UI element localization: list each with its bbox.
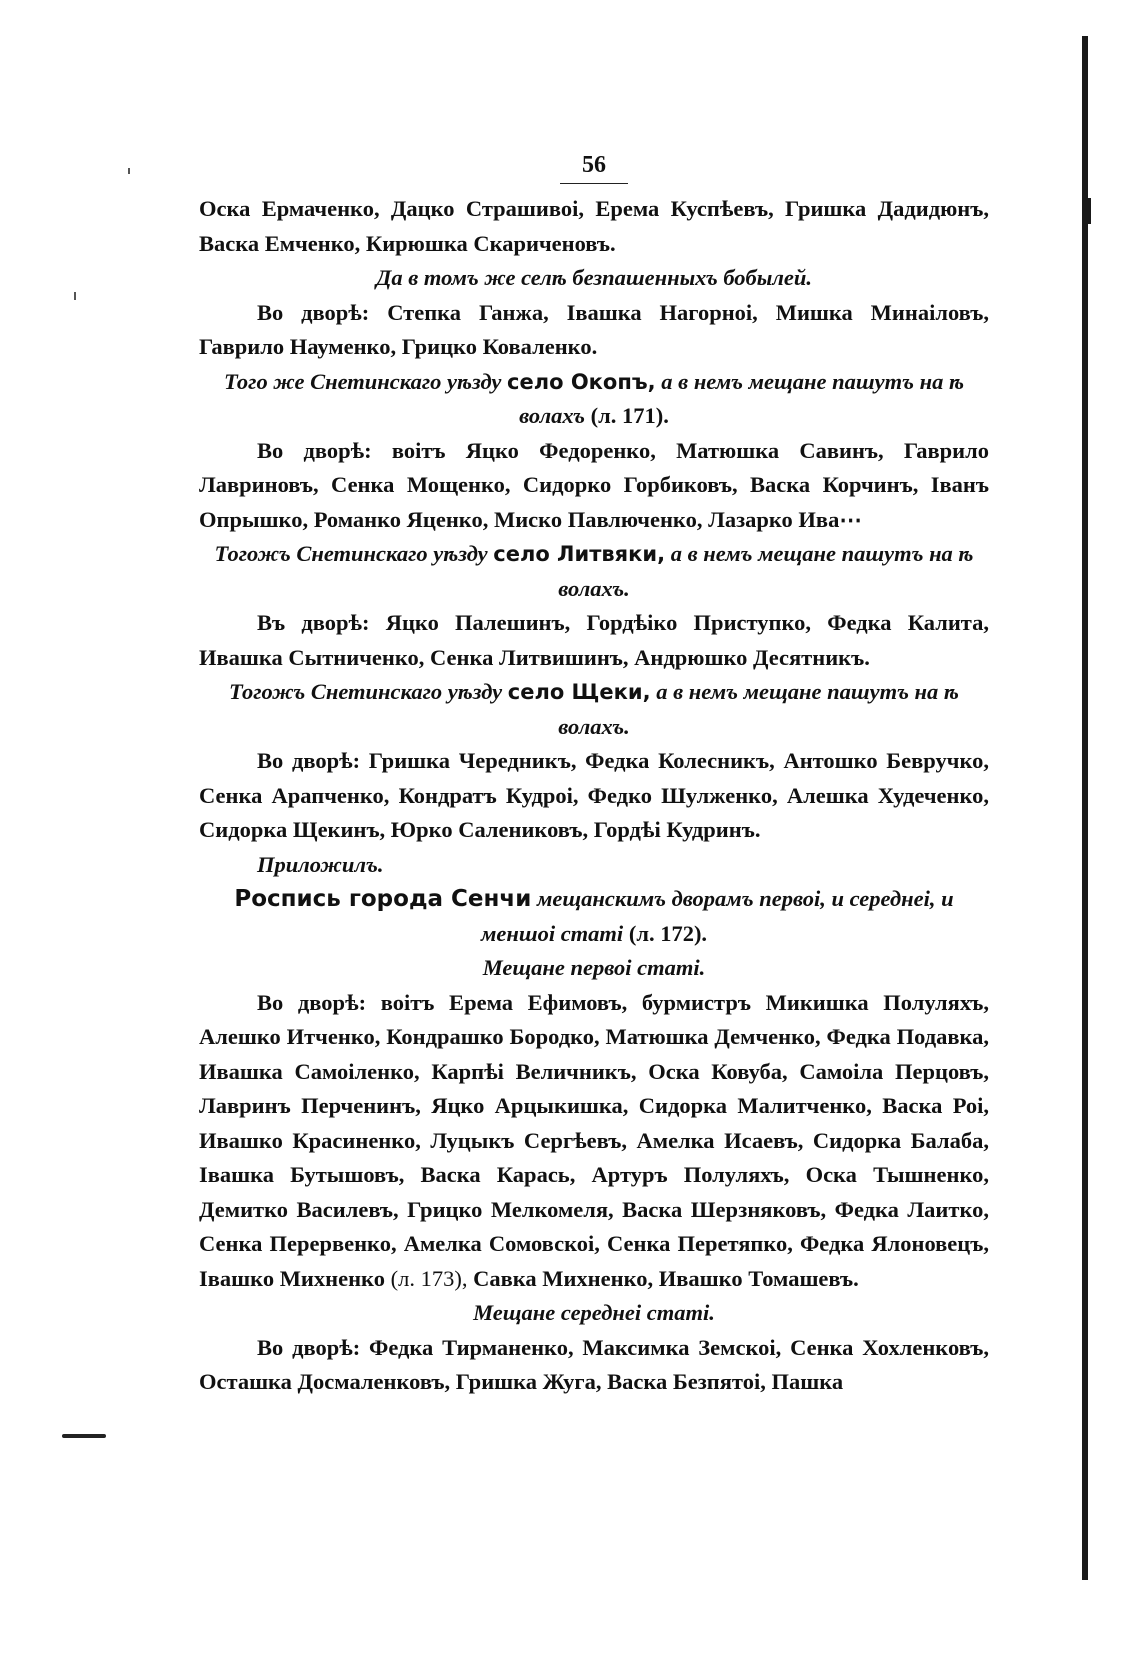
right-margin-rule [1082,36,1088,1580]
margin-speck [128,168,130,174]
paragraph-2: Во дворѣ: Степка Ганжа, Івашка Нагорноі, Мишка Минаіловъ, Гаврило Науменко, Грицко Коваленко. [199,299,989,359]
page-number: 56 [199,150,989,184]
paragraph-7: Во дворѣ: Федка Тирманенко, Максимка Земскоі, Сенка Хохленковъ, Осташка Досмаленковъ, Гришка Жуга, Васка Безпятоі, Пашка [199,1334,989,1394]
paragraph-1: Оска Ермаченко, Дацко Страшивоі, Ерема Куспѣевъ, Гришка Дадидюнъ, Васка Емченко, Кирюшка Скариченовъ. [199,196,989,256]
paragraph-5: Во дворѣ: Гришка Чередникъ, Федка Колесникъ, Антошко Бевручко, Сенка Арапченко, Кондратъ Кудроі, Федко Шулженко, Алешка Худеченко, Сидорка Щекинъ, Юрко Салениковъ, Гордѣі Кудринъ. [199,748,989,842]
heading-shcheki: Тогожъ Снетинскаго уѣзду село Щеки, а в немъ мещане пашутъ на ѣ волахъ. [229,679,959,739]
heading-middle-class: Мещане середнеі статі. [473,1300,715,1325]
heading-litvyaki: Тогожъ Снетинскаго уѣзду село Литвяки, а в немъ мещане пашутъ на ѣ волахъ. [214,541,974,601]
heading-okop: Того же Снетинскаго уѣзду село Окопъ, а в немъ мещане пашутъ на ѣ волахъ (л. 171). [224,368,964,428]
paragraph-4: Въ дворѣ: Яцко Палешинъ, Гордѣіко Приступко, Федка Калита, Ивашка Сытниченко, Сенка Литвишинъ, Андрюшко Десятникъ. [199,610,989,670]
margin-notch [1082,198,1091,224]
margin-speck [74,292,76,300]
heading-first-class: Мещане первоі статі. [482,955,706,980]
left-margin-dash [62,1434,106,1438]
signature: Приложилъ. [257,851,384,877]
paragraph-3: Во дворѣ: воітъ Яцко Федоренко, Матюшка Савинъ, Гаврило Лавриновъ, Сенка Мощенко, Сидорко Горбиковъ, Васка Корчинъ, Іванъ Опрышко, Романко Яценко, Миско Павлюченко, Лазарко Ива⋯ [199,437,989,532]
roster-heading: Роспись города Сенчи мещанскимъ дворамъ первоі, и середнеі, и меншоі статі (л. 172). [234,886,954,946]
page-body [199,150,989,1400]
heading-bobyli: Да в томъ же селѣ безпашенныхъ бобылей. [375,265,813,290]
paragraph-6: Во дворѣ: воітъ Ерема Ефимовъ, бурмистръ Микишка Полуляхъ, Алешко Итченко, Кондрашко Бородко, Матюшка Демченко, Федка Подавка, Ивашка Самоіленко, Карпѣі Величникъ, Оска Ковуба, Самоіла Перцовъ, Лавринъ Перченинъ, Яцко Арцыкишка, Сидорка Малитченко, Васка Роі, Ивашко Красиненко, Луцыкъ Сергѣевъ, Амелка Исаевъ, Сидорка Балаба, Івашка Бутышовъ, Васка Карась, Артуръ Полуляхъ, Оска Тышненко, Демитко Василевъ, Грицко Мелкомеля, Васка Шерзняковъ, Федка Лаитко, Сенка Перервенко, Амелка Сомовскоі, Сенка Перетяпко, Федка Ялоновецъ, Івашко Михненко (л. 173), Савка Михненко, Ивашко Томашевъ. [199,989,989,1291]
